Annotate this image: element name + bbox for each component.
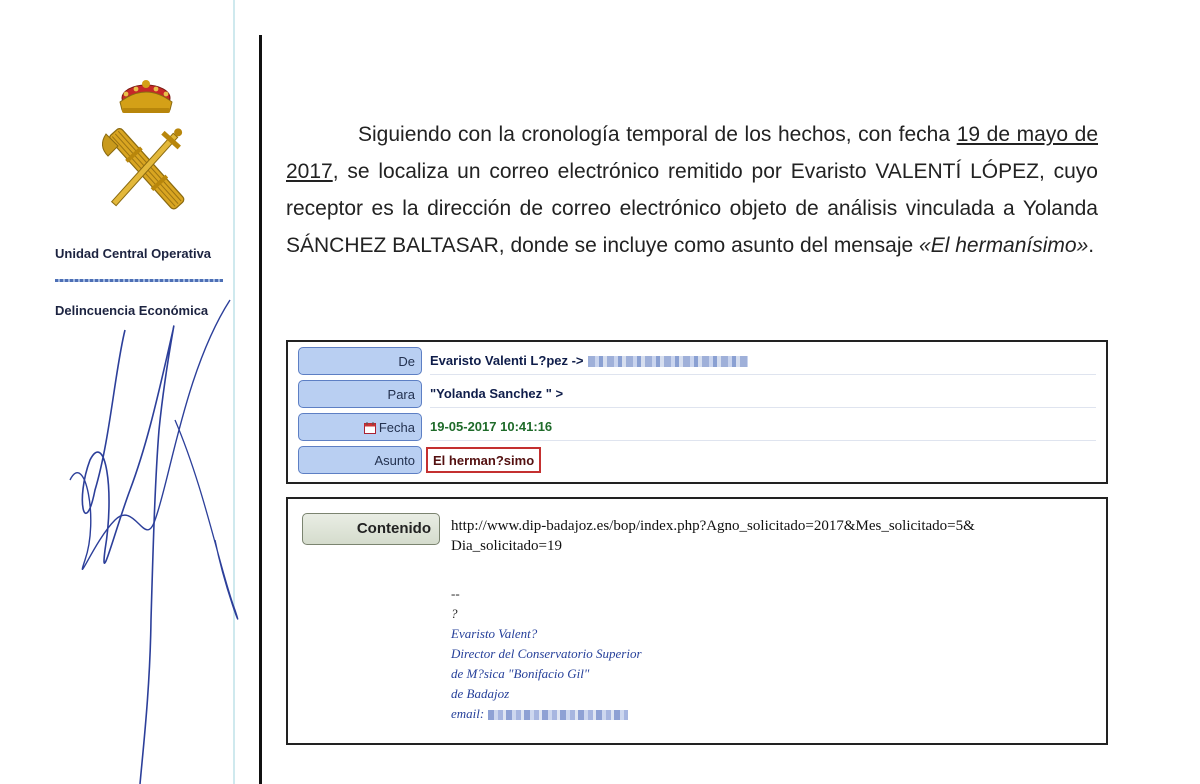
email-content-box — [286, 497, 1108, 745]
unit-label: Unidad Central Operativa — [55, 246, 212, 261]
email-signature-block — [451, 584, 642, 724]
url-line-2: Dia_solicitado=19 — [451, 538, 562, 554]
row-divider — [430, 407, 1096, 408]
to-value: "Yolanda Sanchez " > — [430, 386, 564, 401]
side-divider — [55, 279, 223, 282]
from-label: De — [298, 347, 422, 375]
header-row-subject — [298, 446, 1096, 474]
email-header-box — [286, 340, 1108, 484]
content-url — [451, 516, 1101, 556]
subject-value: El herman?simo — [426, 447, 541, 473]
header-row-to — [298, 380, 1096, 408]
subject-label: Asunto — [298, 446, 422, 474]
date-value: 19-05-2017 10:41:16 — [430, 419, 553, 434]
main-vertical-rule — [259, 35, 262, 784]
content-label: Contenido — [302, 513, 440, 545]
division-label: Delincuencia Económica — [55, 303, 209, 318]
from-value — [430, 347, 748, 375]
row-divider — [430, 440, 1096, 441]
sig-city: de Badajoz — [451, 686, 510, 701]
sig-email-row — [451, 704, 642, 724]
redacted-email — [588, 356, 748, 367]
calendar-icon — [364, 422, 376, 434]
paragraph-date: 19 de mayo de 2017 — [286, 123, 1099, 183]
paragraph-text-2: , se localiza un correo electrónico remitido por Evaristo VALENTÍ LÓPEZ, cuyo receptor es la dirección de correo electrónico objeto de análisis vinculada a Yolanda SÁNCHEZ BALTASAR, donde se incluye como asunto del mensaje — [286, 160, 1098, 257]
paragraph-text-1: Siguiendo con la cronología temporal de los hechos, con fecha — [358, 123, 957, 146]
date-label: Fecha — [378, 420, 415, 435]
redacted-email — [488, 710, 628, 720]
body-paragraph — [286, 116, 1098, 264]
to-label: Para — [298, 380, 422, 408]
sig-name: Evaristo Valent? — [451, 626, 538, 641]
sig-email-label: email: — [451, 706, 485, 721]
subject-value-wrap — [426, 447, 541, 475]
url-line-1: http://www.dip-badajoz.es/bop/index.php?Agno_solicitado=2017&Mes_solicitado=5& — [451, 518, 975, 534]
sig-question: ? — [451, 606, 458, 621]
header-row-from — [298, 347, 1096, 375]
sig-title-2: de M?sica "Bonifacio Gil" — [451, 666, 590, 681]
date-label-box — [298, 413, 422, 441]
row-divider — [430, 374, 1096, 375]
from-text: Evaristo Valenti L?pez -> — [430, 353, 584, 368]
handwritten-signature — [55, 290, 255, 784]
paragraph-subject-quote: «El hermanísimo» — [919, 234, 1089, 257]
sig-title-1: Director del Conservatorio Superior — [451, 646, 642, 661]
header-row-date — [298, 413, 1096, 441]
guardia-civil-emblem-icon — [96, 76, 196, 216]
paragraph-end: . — [1088, 234, 1095, 257]
sig-separator: -- — [451, 586, 460, 601]
